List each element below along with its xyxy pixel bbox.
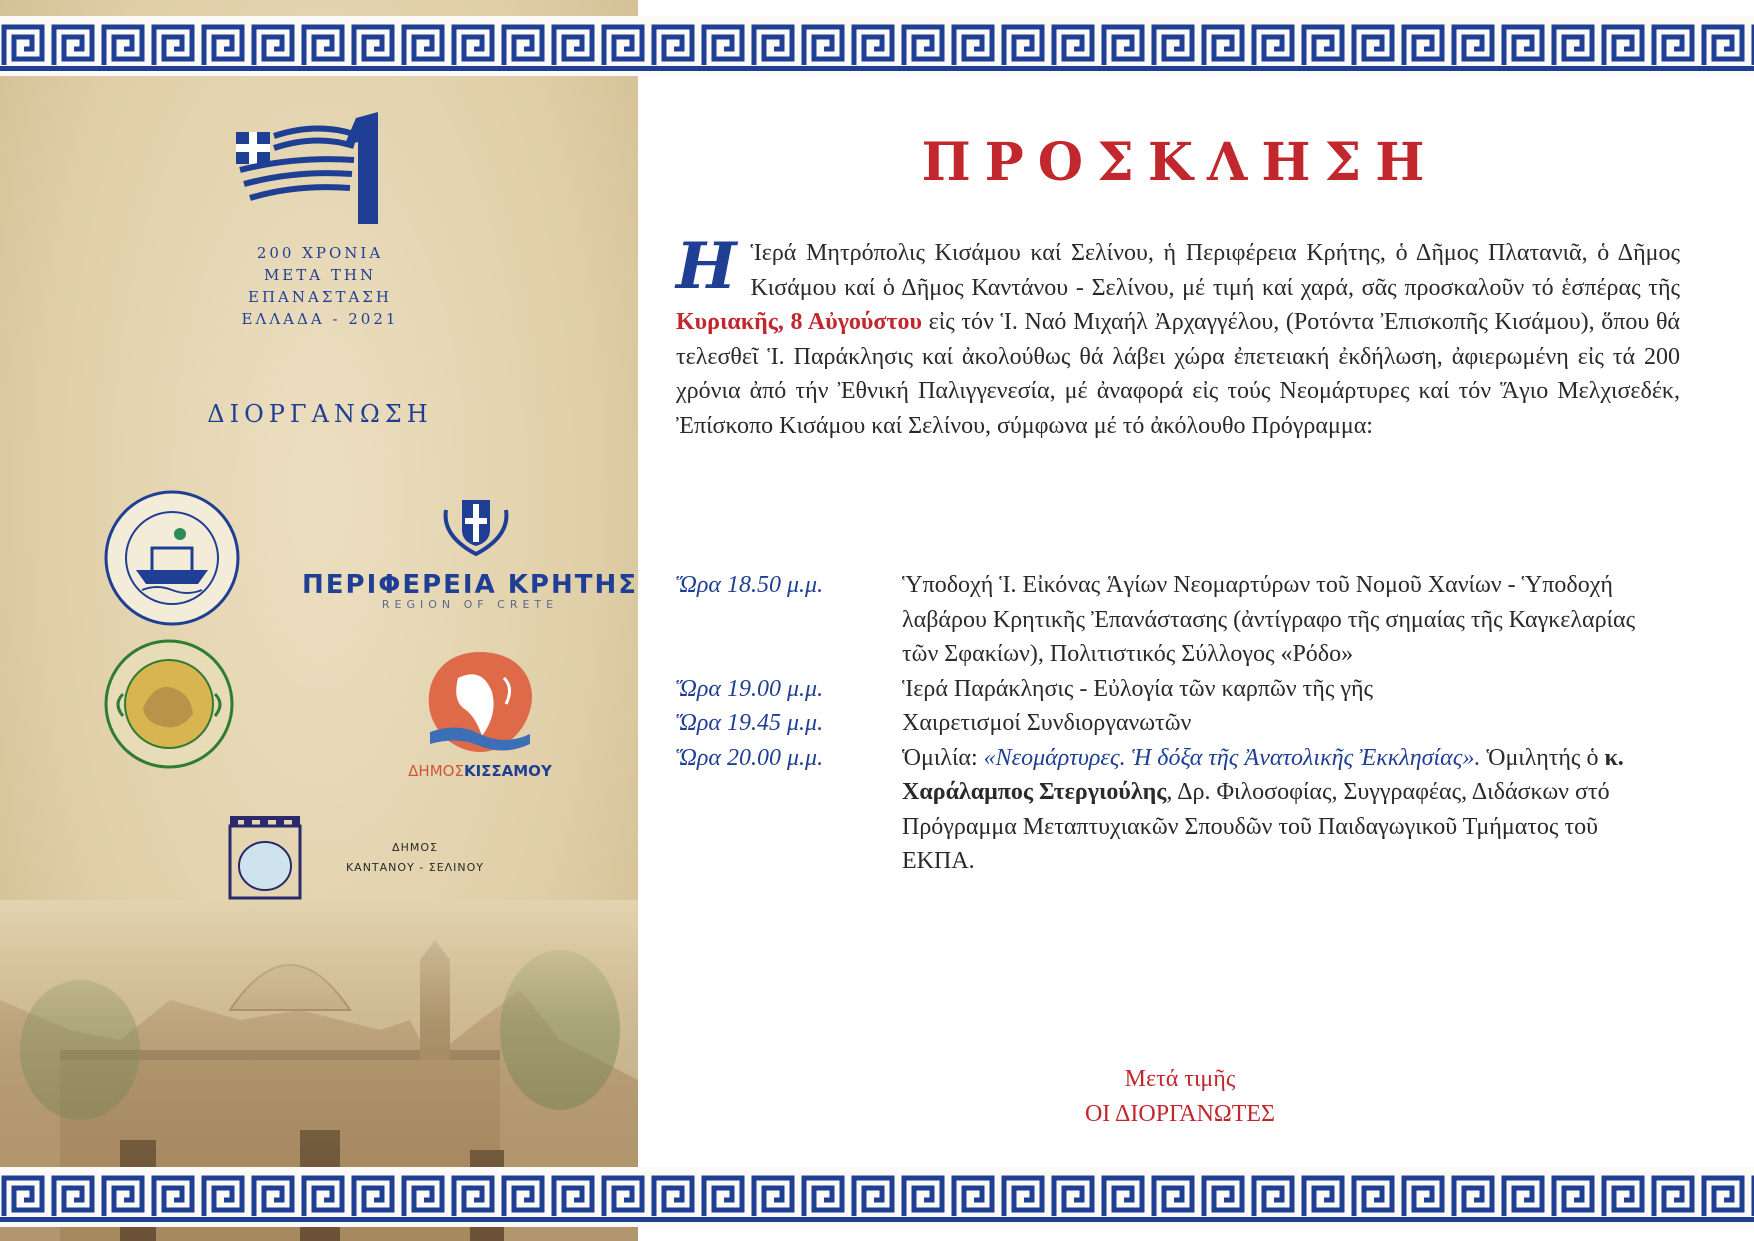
jubilee-1821-logo [236,112,396,232]
kissamos-municipality-name [370,762,590,780]
platania-map-seal-icon [103,638,235,770]
left-panel [0,0,638,1241]
region-name: ΠΕΡΙΦΕΡΕΙΑ ΚΡΗΤΗΣ [302,570,638,600]
schedule-item [676,741,1676,879]
schedule-time: Ὥρα 19.45 μ.μ. [676,710,824,736]
talk-label: Ὁμιλία: [902,744,978,771]
years-line: ΜΕΤΑ ΤΗΝ [263,266,377,284]
talk-title: «Νεομάρτυρες. Ἡ δόξα τῆς Ἀνατολικῆς Ἐκκλησίας». [983,744,1481,771]
kantanos-line: ΔΗΜΟΣ [392,841,438,854]
schedule-description: Χαιρετισμοί Συνδιοργανωτῶν [902,710,1192,736]
invitation-title: ΠΡΟΣΚΛΗΣΗ [921,132,1439,193]
speaker-prefix: Ὁμιλητής ὁ [1486,744,1599,771]
metropolis-ship-seal-icon [102,488,242,628]
years-line: ΕΠΑΝΑΣΤΑΣΗ [248,288,392,306]
closing-signature [960,1062,1400,1132]
schedule-item [676,568,1676,672]
schedule-description: Ἱερά Παράκλησις - Εὐλογία τῶν καρπῶν τῆς γῆς [902,675,1373,702]
schedule-time: Ὥρα 18.50 μ.μ. [676,572,824,598]
kissamos-name: ΚΙΣΣΑΜΟΥ [463,762,552,780]
kantanos-line: ΚΑΝΤΑΝΟΥ - ΣΕΛΙΝΟΥ [345,861,485,874]
years-line: ΕΛΛΑΔΑ - 2021 [241,310,399,328]
greek-key-border-bottom [0,1167,1754,1227]
kantanos-municipality-name [330,838,500,878]
kissamos-prefix: ΔΗΜΟΣ [408,762,464,780]
event-date: Κυριακῆς, 8 Αὐγούστου [676,309,922,335]
years-line: 200 ΧΡΟΝΙΑ [256,244,384,262]
intro-text-after: εἰς τόν Ἱ. Ναό Μιχαήλ Ἀρχαγγέλου, (Ροτόντα Ἐπισκοπῆς Κισάμου), ὅπου θά τελεσθεῖ Ἱ. Παράκλησις καί ἀκολούθως θά λάβει χώρα ἐπετειακή ἐκδήλωση, ἀφιερωμένη εἰς τά 200 χρόνια ἀπό τήν Ἐθνική Παλιγγενεσία, μέ ἀναφορά εἰς τούς Νεομάρτυρες καί τόν Ἅγιο Μελχισεδέκ, Ἐπίσκοπο Κισάμου καί Σελίνου, σύμφωνα μέ τό ἀκόλουθο Πρόγραμμα: [676,309,1681,439]
schedule-time: Ὥρα 19.00 μ.μ. [676,675,824,702]
schedule-time: Ὥρα 20.00 μ.μ. [676,744,824,771]
speaker-name: κ. Χαράλαμπος Στεργιούλης [902,744,1624,805]
speaker-info: , Δρ. Φιλοσοφίας, Συγγραφέας, Διδάσκων στό Πρόγραμμα Μεταπτυχιακῶν Σπουδῶν τοῦ Παιδαγωγικοῦ Τμήματος τοῦ ΕΚΠΑ. [902,779,1610,874]
kissamos-dolphin-logo-icon [418,648,542,758]
greek-key-border-top [0,16,1754,76]
schedule-description: Ὑποδοχή Ἱ. Εἰκόνας Ἁγίων Νεομαρτύρων τοῦ Νομοῦ Χανίων - Ὑποδοχή λαβάρου Κρητικῆς Ἐπανάστασης (ἀντίγραφο τῆς σημαίας τῆς Καγκελαρίας τῶν Σφακίων), Πολιτιστικός Σύλλογος «Ρόδο» [902,572,1636,667]
closing-organizers: ΟΙ ΔΙΟΡΓΑΝΩΤΕΣ [1084,1101,1276,1127]
organizers-heading: ΔΙΟΡΓΑΝΩΣΗ [207,400,433,428]
event-schedule [676,568,1676,879]
intro-text-before: Ἱερά Μητρόπολις Κισάμου καί Σελίνου, ἡ Περιφέρεια Κρήτης, ὁ Δῆμος Πλατανιᾶ, ὁ Δῆμος Κισάμου καί ὁ Δῆμος Καντάνου - Σελίνου, μέ τιμή καί χαρά, σᾶς προσκαλοῦν τό ἑσπέρας τῆς [750,240,1680,301]
closing-line: Μετά τιμῆς [1124,1066,1236,1092]
schedule-item [676,706,1676,741]
schedule-description [902,741,1676,879]
schedule-item [676,672,1676,707]
region-subtitle: REGION OF CRETE [381,598,559,611]
years-since-revolution-text [180,242,460,330]
dropcap-letter: Η [676,229,737,304]
invitation-intro [676,229,1681,443]
greek-coat-of-arms-icon [436,490,516,560]
